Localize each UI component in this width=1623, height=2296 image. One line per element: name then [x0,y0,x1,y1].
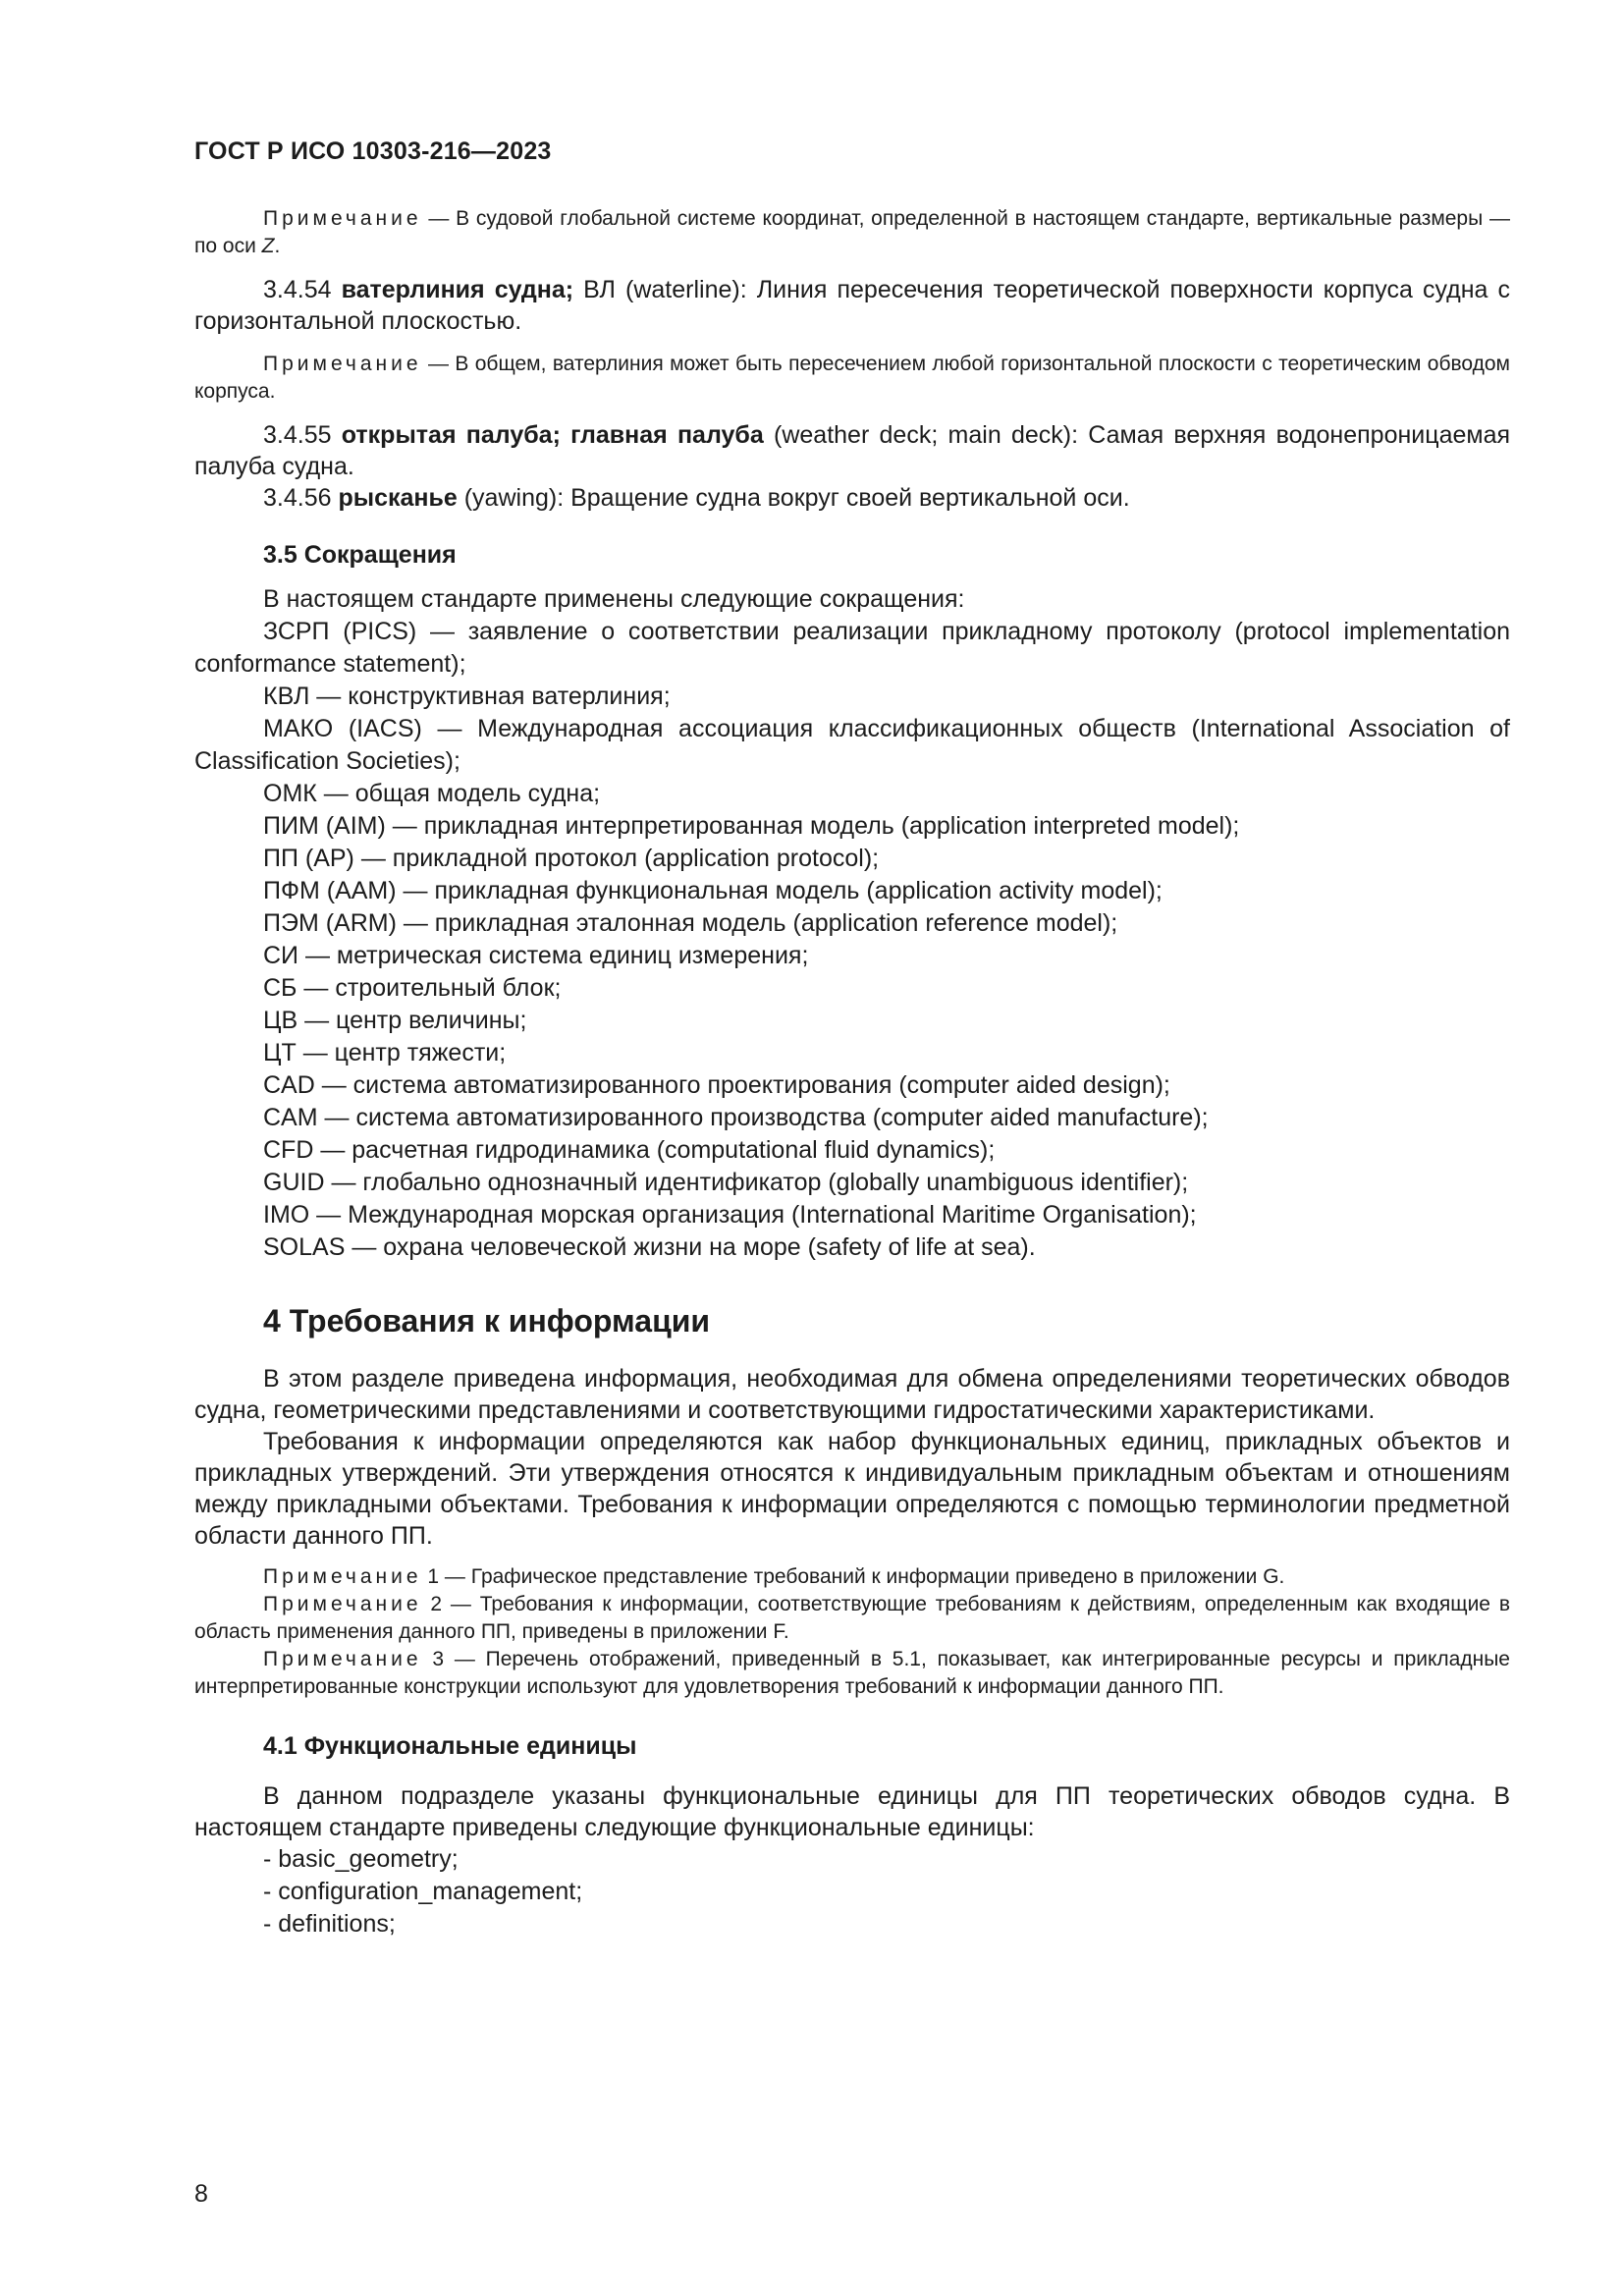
note-text: — В судовой глобальной системе координат, определенной в настоящем стандарте, вертикальные размеры — по оси [194,207,1510,257]
abbreviation-item: ПП (AP) — прикладной протокол (application protocol); [263,845,880,872]
section-4-title: 4 Требования к информации [263,1303,711,1339]
section-4-1-paragraph: В данном подразделе указаны функциональные единицы для ПП теоретических обводов судна. В настоящем стандарте приведены следующие функциональные единицы: [194,1782,1510,1841]
note-label: Примечание [263,1565,422,1588]
note-end: . [274,235,281,257]
abbreviation-item: ЗСРП (PICS) — заявление о соответствии реализации прикладному протоколу (protocol implementation conformance statement); [194,618,1510,678]
term-name: открытая палуба; главная палуба [341,421,764,449]
abbreviation-item: ПЭМ (ARM) — прикладная эталонная модель (application reference model); [263,909,1118,937]
term-definition: (yawing): Вращение судна вокруг своей вертикальной оси. [457,484,1130,512]
note-text: 1 — Графическое представление требований к информации приведено в приложении G. [421,1565,1285,1588]
abbreviation-item: ПФМ (AAM) — прикладная функциональная модель (application activity model); [263,877,1163,904]
term-number: 3.4.54 [263,276,342,303]
axis-name: Z [261,235,275,257]
note-item [194,1591,1510,1646]
abbreviation-item: ПИМ (AIM) — прикладная интерпретированная модель (application interpreted model); [263,812,1240,840]
abbrev-intro: В настоящем стандарте применены следующие сокращения: [263,585,965,613]
note-waterline [194,351,1510,406]
note-label: Примечание [263,1593,422,1615]
section-4-1-title: 4.1 Функциональные единицы [263,1732,637,1760]
abbreviation-item: CAD — система автоматизированного проектирования (computer aided design); [263,1071,1170,1099]
term-definition: (weather deck; main deck): Самая верхняя водонепроницаемая палуба судна. [194,421,1511,480]
abbreviation-item: МАКО (IACS) — Международная ассоциация классификационных обществ (International Association of Classification Societies); [194,715,1510,775]
abbreviation-item: ОМК — общая модель судна; [263,780,601,807]
note-label: Примечание [263,1648,422,1670]
term-number: 3.4.55 [263,421,342,449]
note-text: 2 — Требования к информации, соответствующие требованиям к действиям, определенным как входящие в область применения данного ПП, приведены в приложении F. [194,1593,1510,1643]
document-page [194,137,1510,1941]
section-4-paragraph: В этом разделе приведена информация, необходимая для обмена определениями теоретических обводов судна, геометрическими представлениями и соответствующими гидростатическими характеристиками. [194,1365,1510,1424]
abbreviation-item: ЦВ — центр величины; [263,1007,527,1034]
note-text: — В общем, ватерлиния может быть пересечением любой горизонтальной плоскости с теоретическим обводом корпуса. [194,353,1510,403]
term-name: рысканье [338,484,458,512]
term-number: 3.4.56 [263,484,339,512]
section-3-5-title: 3.5 Сокращения [263,541,457,569]
abbreviation-item: CAM — система автоматизированного производства (computer aided manufacture); [263,1104,1209,1131]
note-label: Примечание [263,353,422,375]
note-item [194,1646,1510,1701]
abbreviation-item: СБ — строительный блок; [263,974,562,1002]
note-z-axis [194,205,1510,260]
note-label: Примечание [263,207,422,230]
abbreviation-item: GUID — глобально однозначный идентификатор (globally unambiguous identifier); [263,1169,1189,1196]
section-4-notes [194,1563,1510,1701]
term-3456 [194,482,1510,514]
functional-unit-item: - definitions; [263,1910,396,1938]
term-3454 [194,274,1510,337]
abbreviation-item: КВЛ — конструктивная ватерлиния; [263,683,671,710]
abbreviation-list [194,616,1510,1264]
section-4-paragraph: Требования к информации определяются как набор функциональных единиц, прикладных объектов и прикладных утверждений. Эти утверждения относятся к индивидуальным прикладным объектам и отношениям между прикладными объектами. Требования к информации определяются с помощью терминологии предметной области данного ПП. [194,1428,1510,1550]
term-definition: ВЛ (waterline): Линия пересечения теоретической поверхности корпуса судна с горизонтальной плоскостью. [194,276,1510,335]
functional-unit-item: - configuration_management; [263,1878,583,1905]
abbreviation-item: IMO — Международная морская организация (International Maritime Organisation); [263,1201,1197,1229]
term-name: ватерлиния судна; [341,276,574,303]
note-item [194,1563,1510,1591]
abbreviation-item: ЦТ — центр тяжести; [263,1039,507,1066]
abbreviation-item: СИ — метрическая система единиц измерения; [263,942,809,969]
functional-unit-item: - basic_geometry; [263,1845,459,1873]
note-text: 3 — Перечень отображений, приведенный в 5.1, показывает, как интегрированные ресурсы и прикладные интерпретированные конструкции используют для удовлетворения требований к информации данного ПП. [194,1648,1510,1698]
document-header: ГОСТ Р ИСО 10303-216—2023 [194,137,552,165]
term-3455 [194,419,1510,482]
functional-unit-list [194,1843,1510,1941]
page-number: 8 [194,2180,208,2208]
abbreviation-item: CFD — расчетная гидродинамика (computational fluid dynamics); [263,1136,996,1164]
abbreviation-item: SOLAS — охрана человеческой жизни на море (safety of life at sea). [263,1233,1036,1261]
